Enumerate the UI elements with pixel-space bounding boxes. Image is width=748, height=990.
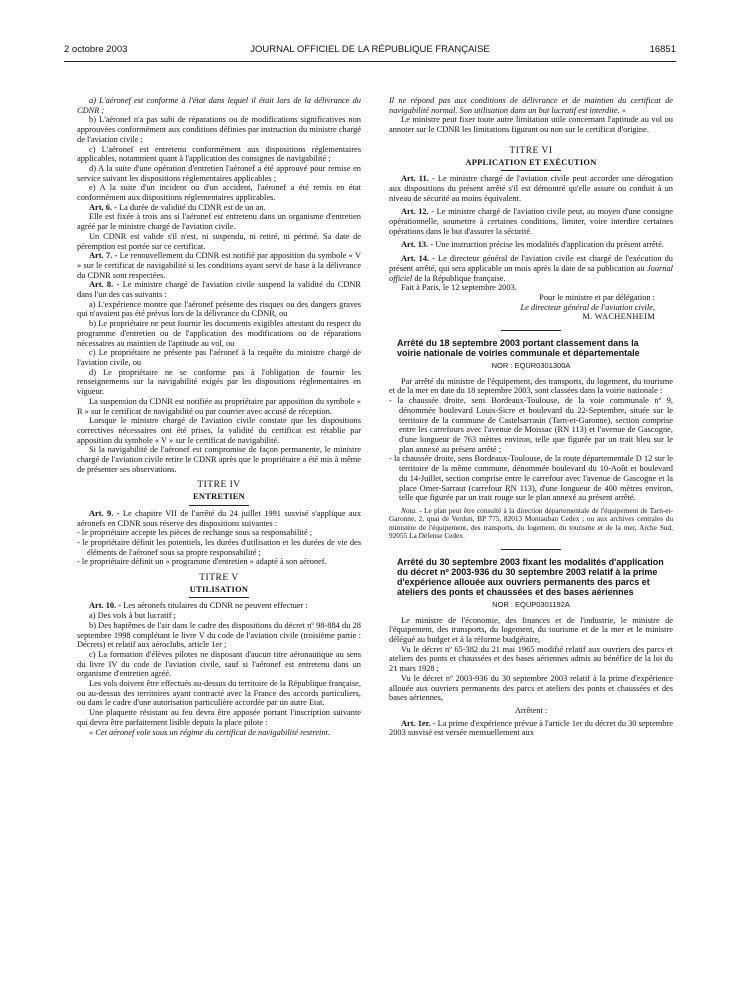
nor-reference: NOR : EQUP0301192A xyxy=(492,599,570,609)
titre-v-subheading: UTILISATION xyxy=(189,584,249,594)
list-item: - la chaussée droite, sens Bordeaux-Toulouse, de la voie communale nº 9, dénommée boulevard Louis-Sicre et boulevard du 22-Septembre, située sur le territoire de la commune de Castelsarrasin (Tarn-et-Garonne), section comprise entre les carrefours avec l'avenue de Moissac (RN 113) et l'avenue de Gascogne, d'une longueur de 763 mètres environ, telle que figurée par un trait bleu sur le plan annexé au présent arrêté ; xyxy=(389,396,673,454)
decree-title: Arrêté du 30 septembre 2003 fixant les modalités d'application du décret nº 2003-936 du 30 septembre 2003 relatif à la prime d'expérience allouée aux ouvriers permanents des parcs et ateliers des ponts et chaussées et des bases aériennes xyxy=(397,556,664,597)
paragraph: Un CDNR est valide s'il n'est, ni suspendu, ni retiré, ni périmé. Sa date de péremption est portée sur ce certificat. xyxy=(77,231,361,251)
section-divider xyxy=(501,330,561,331)
article-1 xyxy=(389,719,673,738)
paragraph: b) Le propriétaire ne peut fournir les documents exigibles attestant du respect du programme d'entretien ou de l'application des modifications ou de réparations nécessaires au maintien de l'aptitude au vol, ou xyxy=(77,319,361,348)
header-page-number: 16851 xyxy=(649,44,676,55)
paragraph: La suspension du CDNR est notifiée au propriétaire par apposition du symbole « R » sur le certificat de navigabilité ou par courrier avec accusé de réception. xyxy=(77,396,361,416)
titre-vi-subheading: APPLICATION ET EXÉCUTION xyxy=(465,157,597,167)
signature-line: Pour le ministre et par délégation : xyxy=(539,292,655,302)
article-label: Art. 10. - xyxy=(89,601,122,611)
article-text: La prime d'expérience prévue à l'article 1er du décret du 30 septembre 2003 susvisé est versée mensuellement aux xyxy=(389,718,673,738)
article-text: Le ministre chargé de l'aviation civile peut accorder une dérogation aux dispositions du présent arrêté s'il est démontré qu'elle assure ou conduit à un niveau de sécurité au moins équivalent. xyxy=(389,174,673,203)
section-divider xyxy=(501,549,561,550)
article-text: Une instruction précise les modalités d'application du présent arrêté. xyxy=(433,240,664,250)
paragraph: a) Des vols à but lucratif ; xyxy=(89,611,176,621)
paragraph: Vu le décret nº 65-382 du 21 mai 1965 modifié relatif aux ouvriers des parcs et ateliers des ponts et chaussées et des bases aériennes admis au bénéfice de la loi du 21 mars 1928 ; xyxy=(389,644,673,674)
paragraph: a) L'aéronef est conforme à l'état dans lequel il était lors de la délivrance du CDNR ; xyxy=(77,96,361,115)
article-13 xyxy=(389,240,673,250)
paragraph: d) Le propriétaire ne se conforme pas à l'obligation de fournir les renseignements sur la navigabilité exigés par les dispositions réglementaires en vigueur. xyxy=(77,367,361,397)
section-divider xyxy=(501,170,561,171)
section-divider xyxy=(189,505,249,506)
article-text: La durée de validité du CDNR est de un an. xyxy=(116,202,266,212)
header-date: 2 octobre 2003 xyxy=(64,44,128,55)
paragraph: c) L'aéronef est entretenu conformément aux dispositions réglementaires applicables, notamment quant à l'application des consignes de navigabilité ; xyxy=(77,144,361,164)
note-text: Le plan peut être consulté à la direction départementale de l'équipement de Tarn-et-Garonne, 2, quai de Verdun, BP 775, 82013 Montauban Cedex ; ou aux archives centrales du ministère de l'équipement, des transports, du logement, du tourisme et de la mer, Arche Sud, 92055 La Défense Cedex. xyxy=(389,505,673,541)
article-label: Art. 13. - xyxy=(401,240,434,250)
article-label: Art. 7. - xyxy=(89,251,118,261)
article-label: Art. 6. - xyxy=(89,202,117,212)
paragraph: « Cet aéronef vole sous un régime du certificat de navigabilité restreint. xyxy=(89,727,330,737)
list-item: - le propriétaire définit les potentiels, les durées d'utilisation et les durées de vie des éléments de l'aéronef sous sa propre responsabilité ; xyxy=(77,537,361,557)
note xyxy=(389,507,673,541)
article-6 xyxy=(77,203,361,213)
list-item: - le propriétaire définit un « programme d'entretien » adapté à son aéronef. xyxy=(77,557,327,567)
right-column xyxy=(389,96,673,738)
article-8 xyxy=(77,280,361,299)
paragraph: Les vols doivent être effectués au-dessus du territoire de la République française, ou au-dessus des territoires ayant contracté avec la France des accords particuliers, ou dans le cadre d'une autorisation particulière accordée par un autre Etat. xyxy=(77,679,361,708)
signature-name: M. WACHENHEIM xyxy=(582,312,655,322)
paragraph: Par arrêté du ministre de l'équipement, des transports, du logement, du tourisme et de la mer en date du 18 septembre 2003, sont classées dans la voirie nationale : xyxy=(389,376,673,396)
paragraph: Vu le décret nº 2003-936 du 30 septembre 2003 relatif à la prime d'expérience allouée aux ouvriers permanents des parcs et ateliers des ponts et chaussées et des bases aériennes, xyxy=(389,673,673,703)
header-rule xyxy=(64,61,676,62)
decree-title: Arrêté du 18 septembre 2003 portant classement dans la voirie nationale de voiries communale et départementale xyxy=(397,338,640,359)
paragraph: Le ministre de l'économie, des finances et de l'industrie, le ministre de l'équipement, des transports, du logement, du tourisme et de la mer et le ministre délégué au budget et à la réforme budgétaire, xyxy=(389,615,673,645)
paragraph: c) Le propriétaire ne présente pas l'aéronef à la requête du ministre chargé de l'aviation civile, ou xyxy=(77,348,361,367)
article-text: Le chapitre VII de l'arrêté du 24 juillet 1991 susvisé s'applique aux aéronefs en CDNR sous réserve des dispositions suivantes : xyxy=(77,508,362,528)
titre-iv-subheading: ENTRETIEN xyxy=(192,492,246,502)
header-journal-title: JOURNAL OFFICIEL DE LA RÉPUBLIQUE FRANÇAISE xyxy=(250,44,490,55)
article-text: Le directeur général de l'aviation civile est chargé de l'exécution du présent arrêté, qui sera applicable un mois après la date de sa publication au xyxy=(389,254,673,273)
titre-iv-heading: TITRE IV xyxy=(197,480,241,491)
article-text: Les aéronefs titulaires du CDNR ne peuvent effectuer : xyxy=(121,601,308,611)
paragraph: d) A la suite d'une opération d'entretien l'aéronef a été approuvé pour remise en service suivant les dispositions réglementaires applicables ; xyxy=(77,163,361,183)
article-9 xyxy=(77,509,361,528)
nor-reference: NOR : EQUR0301300A xyxy=(491,361,571,371)
article-text: Le ministre chargé de l'aviation civile peut, au moyen d'une consigne opérationnelle, soumettre à certaines conditions, limiter, voire interdire certaines opérations dans le but d'assurer la sécurité. xyxy=(389,207,674,236)
paragraph: b) Des baptêmes de l'air dans le cadre des dispositions du décret nº 98-884 du 28 septembre 1998 complétant le livre V du code de l'aviation civile (troisième partie : Décrets) et relatif aux aéroclubs, article 1er ; xyxy=(77,620,361,650)
list-item: - le propriétaire accepte les pièces de rechange sous sa responsabilité ; xyxy=(77,528,313,538)
left-column xyxy=(77,96,361,737)
article-label: Art. 12. - xyxy=(401,207,435,217)
article-11 xyxy=(389,174,673,203)
paragraph: Le ministre peut fixer toute autre limitation utile concernant l'aptitude au vol ou annoter sur le CDNR les limitations figurant ou non sur le certificat d'origine. xyxy=(389,115,673,135)
article-label: Art. 11. - xyxy=(401,174,435,184)
titre-vi-heading: TITRE VI xyxy=(509,145,553,156)
list-item: - la chaussée droite, sens Bordeaux-Toulouse, de la route départementale D 12 sur le territoire de la même commune, dénommée boulevard du 10-Août et boulevard du 14-Juillet, section comprise entre le carrefour avec l'avenue de Gascogne et la place Omer-Sarraut (carrefour RN 113), d'une longueur de 400 mètres environ, telle que figurée par un trait rouge sur le plan annexé au présent arrêté. xyxy=(389,454,673,503)
paragraph: Une plaquette résistant au feu devra être apposée portant l'inscription suivante qui devra être parfaitement lisible depuis la place pilote : xyxy=(77,708,361,727)
note-label: Nota. - xyxy=(401,505,422,515)
arretent: Arrêtent : xyxy=(514,705,548,715)
paragraph: Lorsque le ministre chargé de l'aviation civile constate que les dispositions correctives nécessaires ont été prises, la validité du certificat est rétablie par apposition du symbole « V » sur le certificat de navigabilité. xyxy=(77,416,361,445)
article-7 xyxy=(77,251,361,280)
titre-v-heading: TITRE V xyxy=(199,573,239,584)
paragraph: Elle est fixée à trois ans si l'aéronef est entretenu dans un organisme d'entretien agréé par le ministre chargé de l'aviation civile. xyxy=(77,212,361,232)
article-text: Le renouvellement du CDNR est notifié par apposition du symbole « V » sur le certificat de navigabilité si les conditions ayant servi de base à la délivrance du CDNR sont respectées. xyxy=(77,251,361,280)
paragraph: a) L'expérience montre que l'aéronef présente des risques ou des dangers graves qui n'avaient pas été prévus lors de la délivrance du CDNR, ou xyxy=(77,299,361,319)
article-text: Le ministre chargé de l'aviation civile suspend la validité du CDNR dans l'un des cas suivants : xyxy=(77,280,361,300)
article-12 xyxy=(389,207,673,236)
article-label: Art. 1er. - xyxy=(401,718,436,728)
article-10 xyxy=(77,601,361,611)
paragraph: e) A la suite d'un incident ou d'un accident, l'aéronef a été remis en état conformément aux dispositions réglementaires applicables. xyxy=(77,183,361,203)
article-text-italic: Journal officiel xyxy=(389,263,673,283)
article-label: Art. 9. - xyxy=(89,508,120,518)
signature-title: Le directeur général de l'aviation civile, xyxy=(520,302,655,312)
article-label: Art. 8. - xyxy=(89,280,120,290)
paragraph: Si la navigabilité de l'aéronef est compromise de façon permanente, le ministre chargé de l'aviation civile retire le CDNR après que le propriétaire a été mis à même de présenter ses observations. xyxy=(77,445,361,474)
paragraph: c) La formation d'élèves pilotes ne disposant d'aucun titre aéronautique au sens du livre IV du code de l'aviation civile, sauf si l'aéronef est entretenu dans un organisme d'entretien agréé. xyxy=(77,649,361,679)
article-text: de la République française. xyxy=(412,273,506,283)
page-header xyxy=(64,44,676,60)
paragraph: b) L'aéronef n'a pas subi de réparations ou de modifications significatives non approuvées conformément aux conditions définies par instruction du ministre chargé de l'aviation civile ; xyxy=(77,115,361,144)
article-14 xyxy=(389,254,673,283)
section-divider xyxy=(189,597,249,598)
paragraph: Il ne répond pas aux conditions de délivrance et de maintien du certificat de navigabilité normal. Son utilisation dans un but lucratif est interdite. » xyxy=(389,96,673,115)
place-date: Fait à Paris, le 12 septembre 2003. xyxy=(401,283,517,293)
article-label: Art. 14. - xyxy=(401,254,435,264)
